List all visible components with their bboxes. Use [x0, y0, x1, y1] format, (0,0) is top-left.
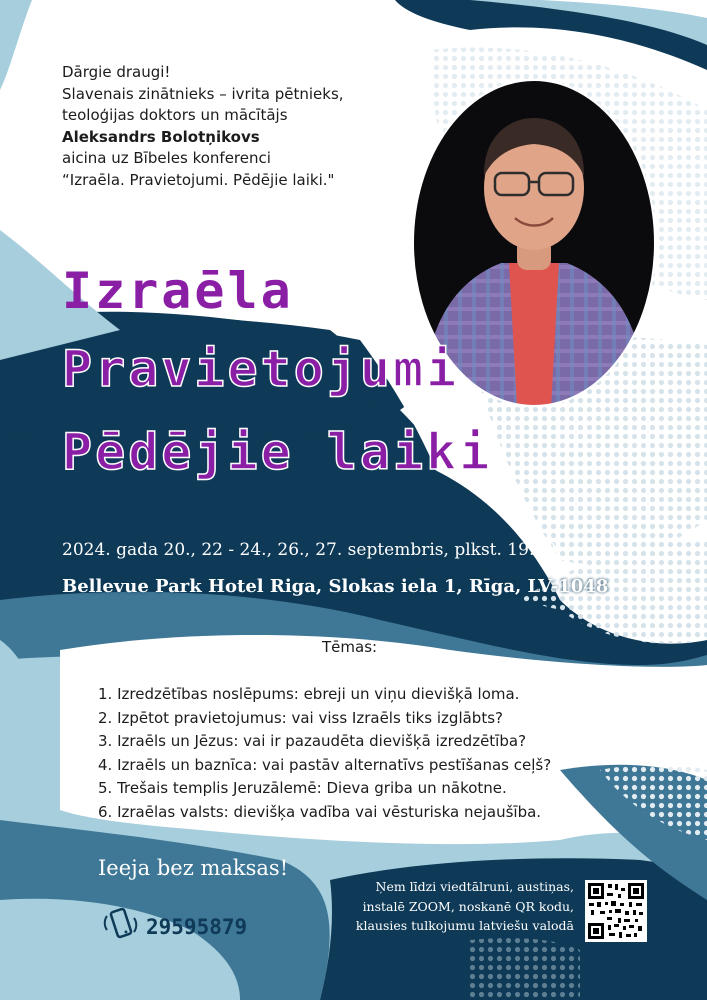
topic-item: 6. Izraēlas valsts: dievišķa vadība vai vēsturiska nejaušība. [98, 802, 542, 821]
topic-item: 2. Izpētot pravietojumus: vai viss Izraēls tiks izglābts? [98, 708, 503, 727]
free-entry-text: Ieeja bez maksas! [98, 856, 289, 880]
intro-line-3: teoloģijas doktors un mācītājs [62, 106, 288, 124]
title-line-3: Pēdējie laiki [62, 423, 493, 481]
intro-line-2: Slavenais zinātnieks – ivrita pētnieks, [62, 84, 344, 103]
phone-number[interactable]: 29595879 [146, 915, 248, 939]
qr-code-icon[interactable] [585, 880, 647, 942]
topic-item: 3. Izraēls un Jēzus: vai ir pazaudēta dievišķā izredzētība? [98, 732, 527, 751]
intro-greeting: Dārgie draugi! [62, 63, 171, 81]
title-line-1: Izraēla [62, 262, 294, 320]
title-line-2: Pravietojumi [62, 340, 460, 398]
topic-item: 4. Izraēls un baznīca: vai pastāv alternatīvs pestīšanas ceļš? [98, 755, 552, 774]
topic-item: 5. Trešais templis Jeruzālemē: Dieva griba un nākotne. [98, 779, 507, 798]
phone-icon [101, 904, 141, 944]
topics-list [98, 683, 551, 825]
intro-line-5: aicina uz Bībeles konferenci [62, 149, 271, 167]
speaker-name: Aleksandrs Bolotņikovs [62, 127, 260, 146]
intro-line-6: “Izraēla. Pravietojumi. Pēdējie laiki." [62, 170, 335, 189]
zoom-note-line-3: klausies tulkojumu latviešu valodā [355, 918, 574, 933]
zoom-note-line-2: instalē ZOOM, noskanē QR kodu, [362, 898, 574, 914]
event-venue: Bellevue Park Hotel Riga, Slokas iela 1, Rīga, LV-1048 [62, 576, 609, 597]
topics-heading: Tēmas: [322, 638, 378, 656]
event-dates: 2024. gada 20., 22 - 24., 26., 27. septembris, plkst. 19:00 [62, 540, 557, 560]
zoom-note-line-1: Ņem līdzi viedtālruni, austiņas, [375, 879, 574, 894]
topic-item: 1. Izredzētības noslēpums: ebreji un viņu dievišķā loma. [98, 685, 520, 703]
zoom-instructions [318, 877, 574, 936]
intro-text [62, 62, 412, 191]
